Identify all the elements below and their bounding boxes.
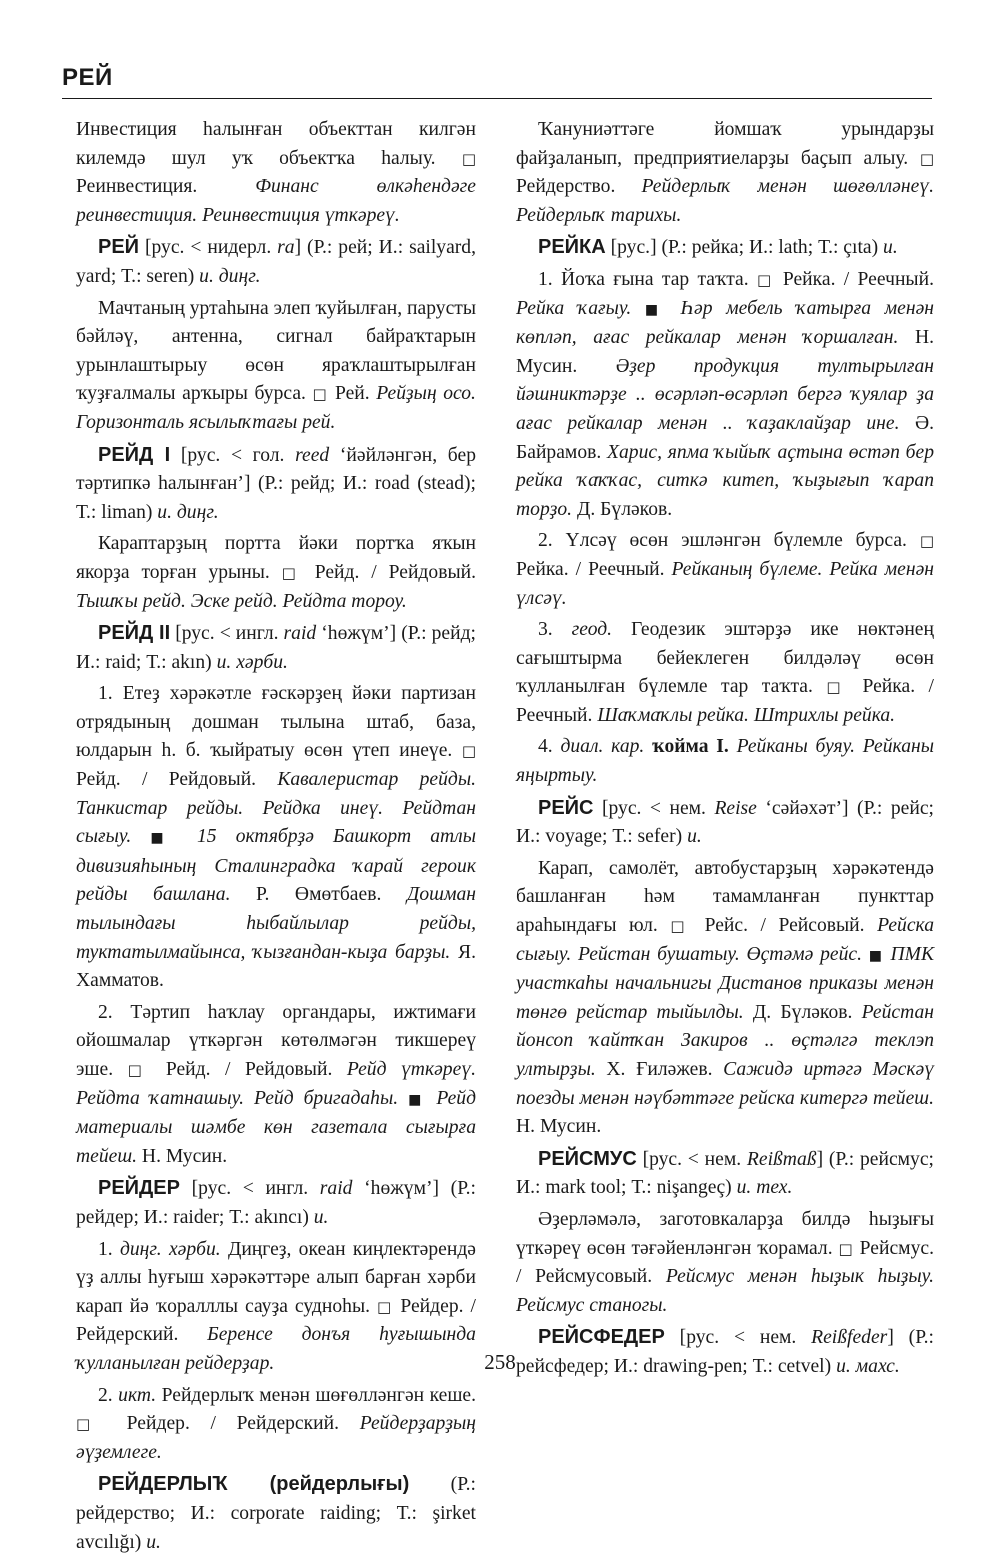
white-square-icon: □ bbox=[281, 563, 303, 582]
definition: Әҙерләмәлә, заготовкаларҙа билдә һыҙығы үткәреү өсөн тәғәйенләнгән ҡорамал. □ Рейсмус. / Рейсмусовый. Рейсмус менән һыҙык һыҙыу. Рейсмус станогы. bbox=[516, 1208, 935, 1316]
grammar-label: и. махс. bbox=[836, 1355, 900, 1377]
sense-2: 2. икт. Рейдерлыҡ менән шөғөлләнгән кеше. □ Рейдер. / Рейдерский. Рейдерҙарҙың әүҙемлеге. bbox=[76, 1384, 476, 1463]
headword: РЕЙСФЕДЕР bbox=[538, 1326, 665, 1349]
running-head: РЕЙ bbox=[62, 64, 113, 91]
left-column bbox=[76, 116, 476, 1560]
entry-reid-1: РЕЙД I [рус. < гол. reed ‘йәйләнгән, бер тәртипкә һалынған’] (Р.: рейд; И.: road (stead); Т.: liman) и. диңг. bbox=[76, 443, 476, 523]
sense-number: 3. bbox=[538, 619, 553, 641]
black-square-icon: ■ bbox=[868, 947, 884, 964]
headword: РЕЙ bbox=[98, 236, 140, 259]
sense-4: 4. диал. кар. ҡойма I. Рейканы буяу. Рейканы яңыртыу. bbox=[516, 736, 934, 787]
entry-reid-2: РЕЙД II [рус. < ингл. raid ‘һөжүм’] (Р.: рейд; И.: raid; Т.: akın) и. хәрби. bbox=[76, 622, 476, 673]
white-square-icon: □ bbox=[670, 917, 693, 936]
headword: РЕЙДЕРЛЫҠ (рейдерлығы) bbox=[98, 1473, 410, 1496]
white-square-icon: □ bbox=[312, 385, 329, 404]
right-column bbox=[516, 116, 934, 1385]
white-square-icon: □ bbox=[461, 742, 476, 761]
definition: Карап, самолёт, автобустарҙың хәрәкәтендә башланған һәм тамамланған пункттар араһындағы юл. □ Рейс. / Рейсовый. Рейска сығыу. Рейстан бушатыу. Өҫтәмә рейс. ■ ПМК участкаһы начальнигы Дистанов приказы менән төнгө рейстар тыйылды. Д. Бүләков. Рейстан йонсоп ҡайтҡан Закиров .. өҫтәлгә теклэп ултырҙы. Х. Ғиләжев. Сажидә иртәгә Мәскәү поезды менән нәүбәттәге рейска китергә тейеш. Н. Мусин. bbox=[516, 857, 934, 1138]
headword: РЕЙДЕР bbox=[98, 1177, 180, 1200]
page-number: 258 bbox=[484, 1350, 516, 1374]
sense-number: 1. bbox=[98, 1238, 113, 1260]
sense-number: 2. bbox=[98, 1384, 113, 1406]
sense-number: 2. bbox=[98, 1001, 113, 1023]
entry-reider: РЕЙДЕР [рус. < ингл. raid ‘һөжүм’] (Р.: рейдер; И.: raider; Т.: akıncı) и. bbox=[76, 1177, 476, 1228]
definition: Караптарҙың портта йәки портҡа яҡын якорҙа торған урыны. □ Рейд. / Рейдовый. Тышҡы рейд. Эске рейд. Рейдта тороу. bbox=[76, 533, 477, 612]
sense-1: 1. диңг. хәрби. Диңгеҙ, океан киңлектәрендә үҙ аллы һуғыш хәрәкәттәре алып барған хәрби карап йә ҡоралллы сауҙа судноһы. □ Рейдер. / Рейдерский. Беренсе донъя һуғышында ҡулланылған рейдерҙар. bbox=[76, 1238, 476, 1374]
usage-examples: Рейдерлыҡ менән шөғөлләнеү. Рейдерлыҡ тарихы. bbox=[516, 176, 934, 226]
entry-rey: РЕЙ [рус. < нидерл. ra] (Р.: рей; И.: sailyard, yard; Т.: seren) и. диңг. bbox=[76, 236, 476, 287]
grammar-label: и. тех. bbox=[736, 1177, 793, 1199]
sense-number: 2. bbox=[538, 530, 553, 552]
grammar-label: и. bbox=[687, 826, 702, 848]
usage-examples: Рейҙың осо. Горизонталь ясылыҡтағы рей. bbox=[76, 383, 476, 433]
black-square-icon: ■ bbox=[150, 830, 178, 847]
entry-reika: РЕЙКА [рус.] (Р.: рейка; И.: lath; Т.: çıta) и. bbox=[538, 236, 898, 259]
headword: РЕЙСМУС bbox=[538, 1147, 637, 1170]
white-square-icon: □ bbox=[76, 1415, 106, 1434]
entry-reis: РЕЙС [рус. < нем. Reise ‘сәйәхәт’] (Р.: рейс; И.: voyage; Т.: sefer) и. bbox=[516, 796, 934, 848]
white-square-icon: □ bbox=[461, 149, 476, 168]
grammar-label: и. хәрби. bbox=[216, 651, 288, 673]
white-square-icon: □ bbox=[127, 1061, 152, 1079]
sense-3: 3. геод. Геодезик эштәрҙә ике нөктәнең сағыштырма бейеклеген билдәләү өсөн ҡулланылған бүлемле тар таҡта. □ Рейка. / Реечный. Шаҡмаҡлы рейка. Штрихлы рейка. bbox=[516, 619, 934, 726]
grammar-label: и. bbox=[146, 1531, 161, 1553]
sense-1: 1. Йоҡа ғына тар таҡта. □ Рейка. / Реечный. Рейка ҡағыу. ■ Һәр мебель ҡатырға менән көпләп, ағас рейкалар менән ҡоршалған. Н. Мусин. Әҙер продукция тултырылған йәшниктәрҙе .. өсәрләп-өсәрләп бергә ҡуялар ҙа ағас рейкалар менән .. ҡаҙаклайҙар ине. Ә. Байрамов. Харис, япма ҡыйыҡ аҫтына өстәп бер рейка ҡаҡҡас, ситкә китеп, ҡыҙығып ҡарап торҙо. Д. Бүләков. bbox=[516, 268, 934, 520]
sense-2: 2. Тәртип һаҡлау органдары, ижтимағи ойошмалар үткәргән көтөлмәгән тикшереү эше. □ Рейд. / Рейдовый. Рейд үткәреү. Рейдта ҡатнашыу. Рейд бригадаһы. ■ Рейд материалы шәмбе көн газетала сығырға тейеш. Н. Мусин. bbox=[76, 1001, 476, 1167]
white-square-icon: □ bbox=[377, 1297, 394, 1316]
grammar-label: и. диңг. bbox=[157, 501, 219, 523]
entry-continuation: Инвестиция һалынған объекттан килгән килемдә шул уҡ объектҡа һалыу. □ Реинвестиция. Финанс өлкәһендәге реинвестиция. Реинвестиция үткәреү. bbox=[76, 119, 476, 226]
white-square-icon: □ bbox=[919, 532, 934, 551]
white-square-icon: □ bbox=[756, 270, 775, 289]
cross-reference: ҡойма I. bbox=[652, 736, 729, 758]
sense-2: 2. Үлсәү өсөн эшләнгән бүлемле бурса. □ Рейка. / Реечный. Рейканың бүлеме. Рейка менән үлсәү. bbox=[516, 530, 934, 609]
usage-examples: Тышҡы рейд. Эске рейд. Рейдта тороу. bbox=[76, 590, 407, 612]
sense-number: 1. bbox=[538, 268, 553, 290]
definition: Мачтаның уртаһына элеп ҡуйылған, парусты бәйләү, антенна, сигнал байраҡтарын урынлаштырыу өсөн яраҡлаштырылған ҡуҙғалмалы арҡыры бурса. □ Рей. Рейҙың осо. Горизонталь ясылыҡтағы рей. bbox=[76, 297, 476, 433]
entry-reismus: РЕЙСМУС [рус. < нем. Reißmaß] (Р.: рейсмус; И.: mark tool; Т.: nişangeç) и. тех. bbox=[516, 1147, 934, 1199]
grammar-label: и. bbox=[313, 1206, 329, 1228]
black-square-icon: ■ bbox=[408, 1091, 427, 1108]
grammar-label: и. bbox=[883, 237, 898, 259]
white-square-icon: □ bbox=[919, 149, 934, 168]
page-header bbox=[62, 58, 932, 99]
definition: Ҡануниәттәге йомшаҡ урындарҙы файҙаланып, предприятиеларҙы баҫып алыу. □ Рейдерство. Рейдерлыҡ менән шөғөлләнеү. Рейдерлыҡ тарихы. bbox=[516, 119, 934, 226]
headword: РЕЙД I bbox=[98, 443, 171, 466]
black-square-icon: ■ bbox=[644, 301, 667, 318]
headword: РЕЙД II bbox=[98, 622, 171, 645]
headword: РЕЙКА bbox=[538, 236, 606, 259]
white-square-icon: □ bbox=[826, 678, 850, 697]
sense-1: 1. Етеҙ хәрәкәтле ғәскәрҙең йәки партизан отрядының дошман тылына штаб, база, юлдарын һ. б. ҡыйратыу өсөн үтеп инеүе. □ Рейд. / Рейдовый. Кавалеристар рейды. Танкистар рейды. Рейдка инеү. Рейдтан сығыу. ■ 15 октябрҙә Башкорт атлы дивизияһының Сталинградка ҡарай героик рейды башлана. Р. Өмөтбаев. Дошман тылындағы һыбайлылар рейды, туктатылмайынса, ҡызғандан-кыҙа барҙы. Я. Хамматов. bbox=[76, 683, 477, 992]
grammar-label: и. диңг. bbox=[199, 265, 261, 287]
sense-number: 4. bbox=[538, 736, 553, 758]
entry-reisfeder: РЕЙСФЕДЕР [рус. < нем. Reißfeder] (Р.: рейсфедер; И.: drawing-pen; Т.: cetvel) и. махс. bbox=[516, 1326, 934, 1377]
usage-examples: Рейсмус менән һыҙык һыҙыу. Рейсмус станогы. bbox=[516, 1266, 935, 1316]
entry-reiderlyk: РЕЙДЕРЛЫҠ (рейдерлығы) (Р.: рейдерство; И.: corporate raiding; Т.: şirket avcılığı) и. bbox=[76, 1473, 476, 1553]
usage-examples: Финанс өлкәһендәге реинвестиция. Реинвестиция үткәреү. bbox=[76, 176, 476, 226]
sense-number: 1. bbox=[98, 683, 113, 705]
white-square-icon: □ bbox=[838, 1239, 854, 1258]
headword: РЕЙС bbox=[538, 796, 594, 819]
